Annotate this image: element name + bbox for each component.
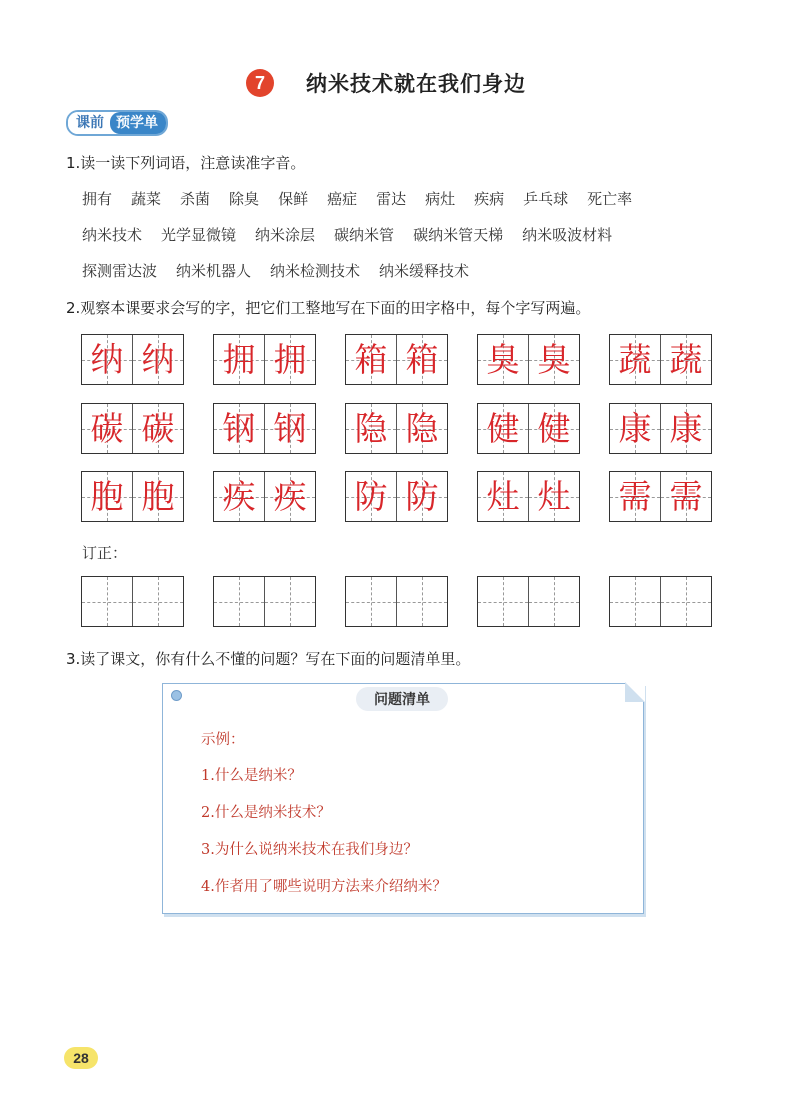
- word: 除臭: [229, 190, 260, 208]
- practice-char: 箱: [405, 340, 439, 379]
- tianzige-box: [477, 471, 580, 522]
- practice-char: 钢: [273, 409, 307, 448]
- word: 死亡率: [587, 190, 633, 208]
- question-2-title: 2.观察本课要求会写的字，把它们工整地写在下面的田字格中，每个字写两遍。: [66, 299, 591, 317]
- word: 纳米缓释技术: [379, 262, 470, 280]
- correction-box[interactable]: [81, 576, 184, 627]
- tianzige-box: [609, 334, 712, 385]
- word: 雷达: [376, 190, 407, 208]
- lesson-title: 纳米技术就在我们身边: [306, 72, 526, 96]
- tianzige-box: [345, 334, 448, 385]
- word: 杀菌: [180, 190, 211, 208]
- practice-char: 康: [618, 409, 652, 448]
- word-row-1: [82, 188, 632, 209]
- word: 探测雷达波: [82, 262, 158, 280]
- word: 纳米吸波材料: [522, 226, 613, 244]
- tianzige-box: [477, 334, 580, 385]
- practice-char: 纳: [90, 340, 124, 379]
- practice-char: 胞: [141, 477, 175, 516]
- word: 纳米技术: [82, 226, 143, 244]
- card-title: 问题清单: [356, 687, 448, 711]
- tianzige-box: [345, 403, 448, 454]
- grid-row-2: [81, 403, 712, 454]
- correction-box[interactable]: [345, 576, 448, 627]
- example-label: 示例：: [201, 732, 245, 748]
- practice-char: 箱: [354, 340, 388, 379]
- folded-corner: [625, 682, 645, 702]
- answer-3: 3.为什么说纳米技术在我们身边？: [201, 842, 418, 858]
- answer-2: 2.什么是纳米技术？: [201, 805, 331, 821]
- grid-row-1: [81, 334, 712, 385]
- practice-char: 碳: [90, 409, 124, 448]
- word: 拥有: [82, 190, 113, 208]
- word: 保鲜: [278, 190, 309, 208]
- tianzige-box: [609, 403, 712, 454]
- question-1-title: 1.读一读下列词语，注意读准字音。: [66, 154, 306, 172]
- word: 蔬菜: [131, 190, 162, 208]
- tianzige-box: [81, 334, 184, 385]
- grid-row-3: [81, 471, 712, 522]
- practice-char: 需: [618, 477, 652, 516]
- practice-char: 康: [669, 409, 703, 448]
- tianzige-box: [609, 471, 712, 522]
- practice-char: 需: [669, 477, 703, 516]
- tianzige-box: [213, 403, 316, 454]
- practice-char: 蔬: [618, 340, 652, 379]
- tianzige-box: [345, 471, 448, 522]
- word: 纳米机器人: [176, 262, 252, 280]
- word-row-2: [82, 224, 612, 245]
- correction-label: 订正：: [82, 544, 128, 562]
- practice-char: 隐: [354, 409, 388, 448]
- practice-char: 疾: [222, 477, 256, 516]
- practice-char: 健: [486, 409, 520, 448]
- tag-part2: 预学单: [110, 112, 166, 134]
- word: 纳米涂层: [255, 226, 316, 244]
- word: 光学显微镜: [161, 226, 237, 244]
- answer-4: 4.作者用了哪些说明方法来介绍纳米？: [201, 879, 447, 895]
- word: 疾病: [474, 190, 505, 208]
- practice-char: 碳: [141, 409, 175, 448]
- practice-char: 胞: [90, 477, 124, 516]
- practice-char: 防: [354, 477, 388, 516]
- practice-char: 纳: [141, 340, 175, 379]
- tag-part1: 课前: [68, 112, 110, 134]
- word: 癌症: [327, 190, 358, 208]
- lesson-header: [246, 68, 526, 98]
- practice-char: 灶: [537, 477, 571, 516]
- practice-char: 灶: [486, 477, 520, 516]
- word: 碳纳米管: [334, 226, 395, 244]
- practice-char: 疾: [273, 477, 307, 516]
- practice-char: 拥: [222, 340, 256, 379]
- word-row-3: [82, 260, 488, 281]
- correction-box[interactable]: [477, 576, 580, 627]
- correction-grid-row: [81, 576, 712, 627]
- section-tag: [66, 110, 168, 136]
- tianzige-box: [213, 471, 316, 522]
- tianzige-box: [81, 471, 184, 522]
- practice-char: 钢: [222, 409, 256, 448]
- pin-dot-icon: [171, 690, 182, 701]
- practice-char: 隐: [405, 409, 439, 448]
- question-list-card: [162, 683, 644, 914]
- word: 乒乓球: [523, 190, 569, 208]
- tianzige-box: [81, 403, 184, 454]
- correction-box[interactable]: [609, 576, 712, 627]
- practice-char: 臭: [537, 340, 571, 379]
- page-number: 28: [64, 1047, 98, 1069]
- practice-char: 防: [405, 477, 439, 516]
- word: 病灶: [425, 190, 456, 208]
- practice-char: 臭: [486, 340, 520, 379]
- practice-char: 拥: [273, 340, 307, 379]
- tianzige-box: [477, 403, 580, 454]
- practice-char: 健: [537, 409, 571, 448]
- lesson-number-badge: 7: [246, 69, 274, 97]
- question-3-title: 3.读了课文，你有什么不懂的问题？写在下面的问题清单里。: [66, 650, 471, 668]
- word: 纳米检测技术: [270, 262, 361, 280]
- answer-1: 1.什么是纳米？: [201, 768, 302, 784]
- tianzige-box: [213, 334, 316, 385]
- practice-char: 蔬: [669, 340, 703, 379]
- word: 碳纳米管天梯: [413, 226, 504, 244]
- correction-box[interactable]: [213, 576, 316, 627]
